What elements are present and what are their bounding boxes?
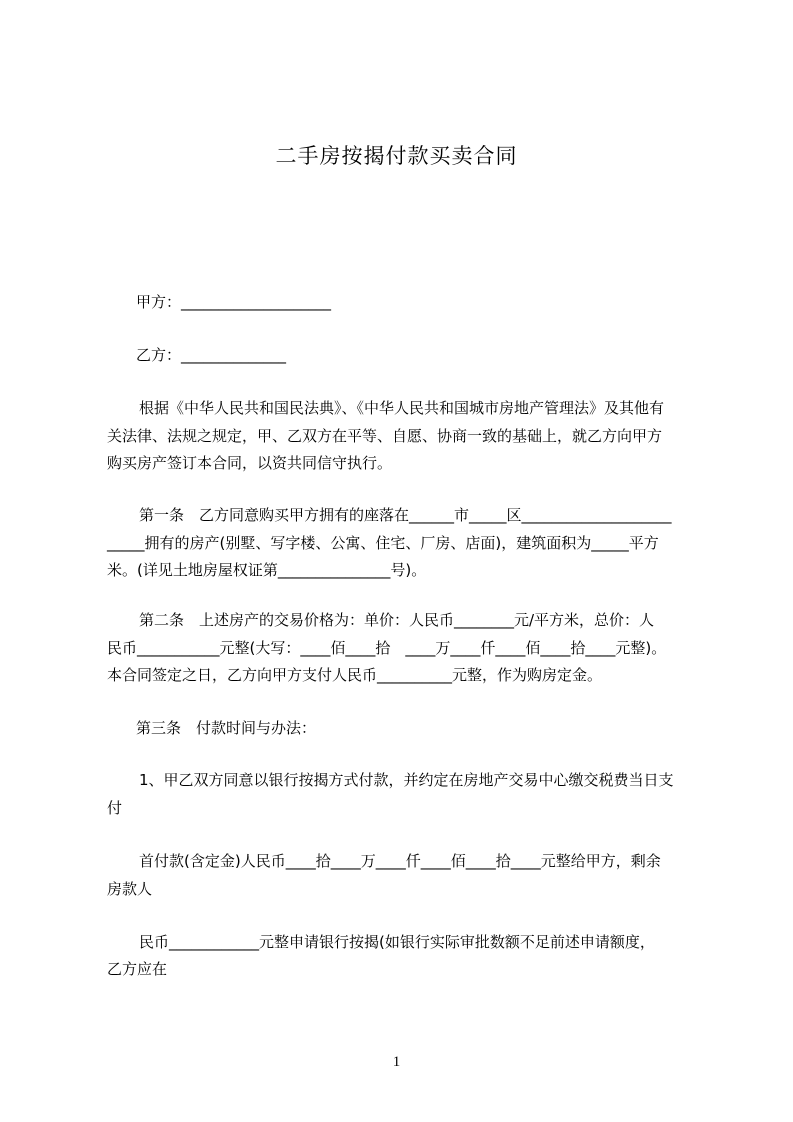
intro-line: 根据《中华人民共和国民法典》、《中华人民共和国城市房地产管理法》及其他有: [139, 399, 665, 417]
intro-line: 购买房产签订本合同，以资共同信守执行。: [107, 454, 393, 472]
document-title: 二手房按揭付款买卖合同: [275, 144, 518, 168]
party-b-line: 乙方：______________: [136, 346, 287, 364]
intro-line: 关法律、法规之规定，甲、乙双方在平等、自愿、协商一致的基础上，就乙方向甲方: [107, 427, 663, 445]
article-3-heading: 第三条 付款时间与办法：: [136, 719, 317, 737]
party-a-line: 甲方：____________________: [136, 293, 332, 311]
article-2-line: 本合同签定之日，乙方向甲方支付人民币__________元整，作为购房定金。: [107, 666, 603, 684]
loan-line: 乙方应在: [107, 960, 168, 978]
clause-1-line: 付: [107, 799, 123, 817]
loan-line: 民币____________元整申请银行按揭(如银行实际审批数额不足前述申请额度，: [139, 933, 655, 951]
down-payment-line: 首付款(含定金)人民币____拾____万____仟____佰____拾____元整给甲方，剩余: [139, 852, 661, 870]
article-2-line: 第二条 上述房产的交易价格为：单价：人民币________元/平方米，总价：人: [139, 611, 655, 629]
page-number: 1: [392, 1054, 401, 1070]
article-1-line: 第一条 乙方同意购买甲方拥有的座落在______市_____区____________________: [139, 506, 672, 524]
clause-1-line: 1、甲乙双方同意以银行按揭方式付款，并约定在房地产交易中心缴交税费当日支: [139, 771, 674, 789]
down-payment-line: 房款人: [107, 880, 153, 898]
article-1-line: 米。(详见土地房屋权证第_______________号)。: [107, 561, 427, 579]
article-1-line: _____拥有的房产(别墅、写字楼、公寓、住宅、厂房、店面)，建筑面积为_____平方: [107, 534, 659, 552]
article-2-line: 民币___________元整(大写：____佰____拾 ____万____仟____佰____拾____元整)。: [107, 639, 667, 657]
